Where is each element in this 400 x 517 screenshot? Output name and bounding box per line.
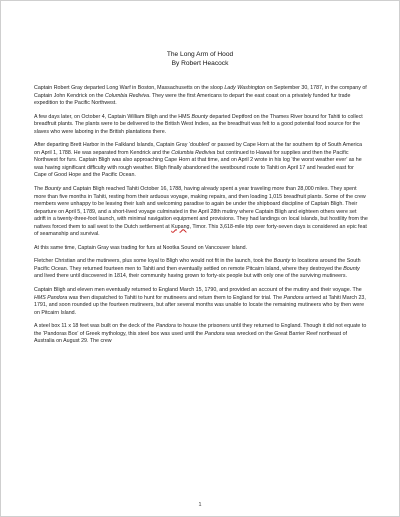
- text-run: Captain Bligh and eleven men eventually returned to England March 15, 1790, and provided an account of the mutiny and their voyage. The: [34, 287, 362, 294]
- italic-text: Columbia Rediviva: [171, 149, 216, 156]
- paragraph: [34, 186, 368, 239]
- text-run: and lived there until discovered in 1814, their community having grown to forty-six people but with only one of the surviving mutineers.: [34, 273, 347, 280]
- document-header: [1, 51, 399, 68]
- document-title: The Long Arm of Hood: [166, 51, 234, 58]
- text-run: arrived at Tahiti March 23, 1791, and soon rounded up the fourteen mutineers, but after several months was unable to locate the remaining mutineers who by then were on Pitcairn Island.: [34, 294, 366, 316]
- italic-text: HMS Pandora: [34, 294, 68, 301]
- text-run: . They were the first Americans to depart the east coast on a privately funded fur trade expedition to the Pacific Northwest.: [34, 92, 351, 106]
- italic-text: Bounty: [343, 265, 360, 272]
- text-run: but continued to Hawaii for supplies and then the Pacific Northwest for furs. Captain Bligh was also approaching Cape Horn at that time, and on April 2 wrote in his log ‘the worst weather ever’ as he was having significant difficulty with rough weather. Bligh finally abandoned the westbound route to Tahiti on April 17 and headed east for Cape of Good Hope and the Pacific Ocean.: [34, 149, 362, 179]
- paragraph: [34, 114, 368, 137]
- italic-text: Lady Washington: [224, 85, 266, 91]
- text-run: was wrecked on the Great Barrier Reef northeast of Australia on August 29. The crew: [34, 330, 347, 345]
- text-run: , Timor. This 3,618-mile trip over forty-seven days is considered an epic feat of seamanship and survival.: [34, 223, 367, 238]
- text-run: departed Deptford on the Thames River bound for Tahiti to collect breadfruit plants. The plants were to be delivered to the British West Indies, as the breadfruit was felt to a good potential food source for the slaves who were laboring in the British plantations there.: [34, 113, 363, 135]
- spellcheck-flagged-text: Kupang: [171, 223, 190, 230]
- text-run: A steel box 11 x 18 feet was built on the deck of the: [34, 323, 156, 330]
- document-author: By Robert Heacock: [171, 59, 229, 67]
- italic-text: Bounty: [191, 113, 209, 120]
- text-run: on September 30, 1787, in the company of Captain John Kendrick on the: [34, 85, 367, 99]
- text-run: The: [34, 186, 45, 193]
- text-run: and Captain Bligh reached Tahiti October 16, 1788, having already spent a year traveling more than 28,000 miles. They spent more than five months in Tahiti, resting from their arduous voyage, making repairs, and then loading 1,015 breadfruit plants. Some of the crew members were unhappy to be leaving their lush and welcoming paradise to again be under the shipboard discipline of Captain Bligh. Their departure on April 5, 1789, and a short-lived voyage culminated in the April 28th mutiny where Captain Bligh and eighteen others were set adrift in a twenty-three-foot launch, with minimal navigation equipment and provisions. They had landings on local islands, but hostility from the natives forced them to sail west to the Dutch settlement at: [34, 186, 368, 230]
- text-run: Captain Robert Gray departed Long Warf in Boston, Massachusetts on the sloop: [34, 85, 225, 91]
- paragraph: [34, 258, 368, 281]
- text-run: was then dispatched to Tahiti to hunt for mutineers and return them to England for trial. The: [67, 294, 284, 301]
- paragraph: [34, 85, 368, 108]
- paragraph: [34, 287, 368, 317]
- italic-text: Pandora: [155, 323, 176, 330]
- text-run: to house the prisoners until they returned to England. Though it did not equate to the ‘Pandoras Box’ of Greek mythology, this steel box was used until the: [34, 323, 367, 337]
- text-run: Fletcher Christian and the mutineers, plus some loyal to Bligh who would not fit in the launch, took the: [34, 258, 274, 265]
- paragraph: [34, 142, 368, 180]
- italic-text: Bounty: [44, 186, 62, 193]
- italic-text: Columbia Rediviva: [104, 92, 150, 99]
- paragraph: [34, 245, 368, 253]
- italic-text: Pandora: [283, 294, 304, 301]
- italic-text: Pandora: [204, 330, 225, 337]
- text-run: to locations around the South Pacific Ocean. They returned fourteen men to Tahiti and then eventually settled on remote Pitcairn Island, where they destroyed the: [34, 258, 361, 272]
- page-number: 1: [198, 502, 202, 508]
- document-body: [34, 85, 368, 346]
- text-run: A few days later, on October 4, Captain William Bligh and the HMS: [34, 113, 192, 120]
- text-run: At this same time, Captain Gray was trading for furs at Nootka Sound on Vancouver Island.: [34, 244, 248, 251]
- paragraph: [34, 323, 368, 346]
- italic-text: Bounty: [273, 258, 291, 265]
- text-run: After departing Brett Harbor in the Falkland Islands, Captain Gray ‘doubled’ or passed by Cape Horn at the far southern tip of South America on April 1, 1788. He was separated from Kendrick and the: [34, 142, 363, 156]
